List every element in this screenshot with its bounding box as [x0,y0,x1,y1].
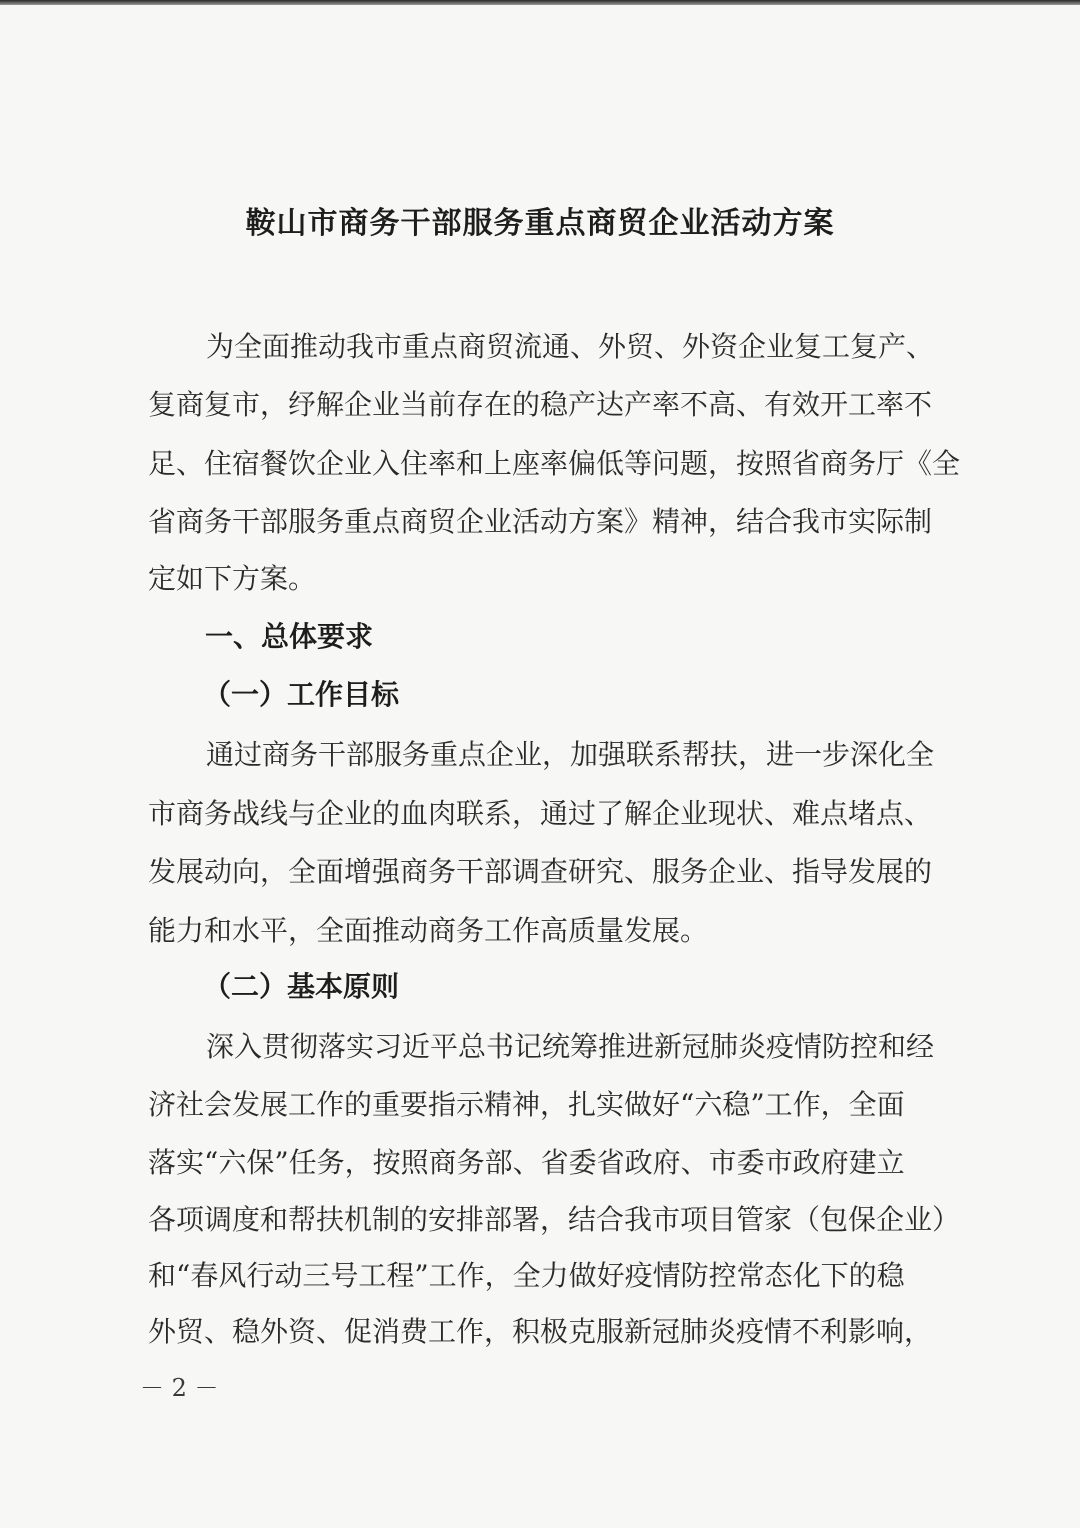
goals-line-1: 通过商务干部服务重点企业，加强联系帮扶，进一步深化全 [206,738,935,771]
principles-line-2: 济社会发展工作的重要指示精神，扎实做好“六稳”工作，全面 [148,1088,905,1121]
goals-line-4: 能力和水平，全面推动商务工作高质量发展。 [148,914,709,947]
page-number: － 2 － [140,1374,219,1402]
subsection-heading-work-goals: （一）工作目标 [203,678,400,711]
intro-line-5: 定如下方案。 [148,562,317,595]
intro-line-3: 足、住宿餐饮企业入住率和上座率偏低等问题，按照省商务厅《全 [148,447,961,480]
goals-line-2: 市商务战线与企业的血肉联系，通过了解企业现状、难点堵点、 [148,797,933,830]
section-heading-overall-requirements: 一、总体要求 [205,620,374,653]
principles-line-1: 深入贯彻落实习近平总书记统筹推进新冠肺炎疫情防控和经 [206,1030,935,1063]
subsection-heading-basic-principles: （二）基本原则 [203,970,400,1003]
document-title: 鞍山市商务干部服务重点商贸企业活动方案 [245,206,835,241]
intro-line-4: 省商务干部服务重点商贸企业活动方案》精神，结合我市实际制 [148,505,933,538]
principles-line-4: 各项调度和帮扶机制的安排部署，结合我市项目管家（包保企业） [148,1203,961,1236]
intro-line-2: 复商复市，纾解企业当前存在的稳产达产率不高、有效开工率不 [148,388,933,421]
principles-line-5: 和“春风行动三号工程”工作，全力做好疫情防控常态化下的稳 [148,1259,905,1292]
goals-line-3: 发展动向，全面增强商务干部调查研究、服务企业、指导发展的 [148,855,933,888]
principles-line-3: 落实“六保”任务，按照商务部、省委省政府、市委市政府建立 [148,1146,905,1179]
intro-line-1: 为全面推动我市重点商贸流通、外贸、外资企业复工复产、 [206,330,935,363]
principles-line-6: 外贸、稳外资、促消费工作，积极克服新冠肺炎疫情不利影响， [148,1315,933,1348]
scan-top-edge [0,0,1080,5]
